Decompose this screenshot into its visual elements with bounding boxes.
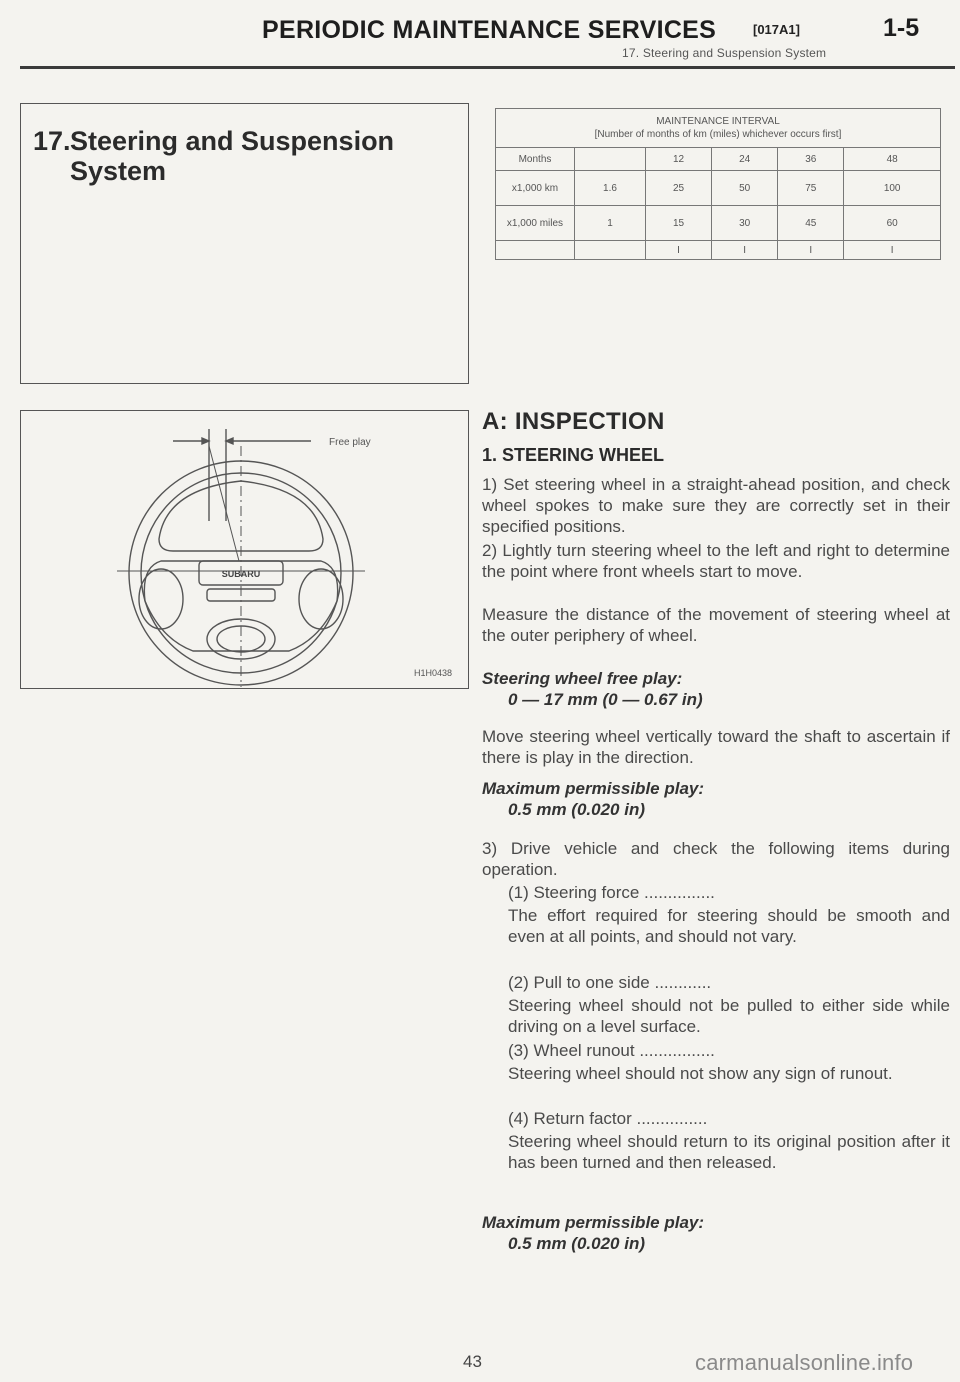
spec-max-play-1 xyxy=(482,778,950,820)
inspection-heading: A: INSPECTION xyxy=(482,408,665,435)
table-cell: I xyxy=(844,241,941,260)
spec-label: Maximum permissible play: xyxy=(482,779,705,798)
table-cell: 25 xyxy=(646,171,712,206)
table-cell: I xyxy=(646,241,712,260)
table-cell: 75 xyxy=(778,171,844,206)
page-header xyxy=(0,0,960,80)
item-2-title: (2) Pull to one side ............ xyxy=(508,973,712,992)
item-1-title: (1) Steering force ............... xyxy=(508,883,715,902)
page-number: 43 xyxy=(463,1352,482,1371)
table-cell: I xyxy=(778,241,844,260)
table-cell: 100 xyxy=(844,171,941,206)
item-2-text: Steering wheel should not be pulled to either side while driving on a level surface. xyxy=(508,996,950,1036)
table-cell: 1.6 xyxy=(575,171,646,206)
table-title xyxy=(496,109,941,148)
table-cell: 50 xyxy=(712,171,778,206)
header-page-ref: 1-5 xyxy=(883,14,920,42)
spec-value: 0.5 mm (0.020 in) xyxy=(508,1234,646,1253)
table-row xyxy=(496,148,941,171)
table-cell: 48 xyxy=(844,148,941,171)
table-cell: 24 xyxy=(712,148,778,171)
paragraph-4: Move steering wheel vertically toward the shaft to ascertain if there is play in the direction. xyxy=(482,727,950,767)
item-3-text: Steering wheel should not show any sign of runout. xyxy=(508,1064,893,1083)
paragraph-1: 1) Set steering wheel in a straight-ahead position, and check wheel spokes to make sure they are correctly set in their specified positions. xyxy=(482,475,950,536)
table-title-line2: [Number of months of km (miles) whichever occurs first] xyxy=(594,129,842,140)
table-cell: x1,000 miles xyxy=(496,206,575,241)
table-cell: 45 xyxy=(778,206,844,241)
paragraph-5: 3) Drive vehicle and check the following items during operation. xyxy=(482,839,950,879)
table-cell: 30 xyxy=(712,206,778,241)
table-cell xyxy=(496,241,575,260)
watermark: carmanualsonline.info xyxy=(695,1350,914,1375)
paragraph-2: 2) Lightly turn steering wheel to the left and right to determine the point where front wheels start to move. xyxy=(482,541,950,581)
figure-code: H1H0438 xyxy=(414,668,453,678)
item-4-text: Steering wheel should return to its original position after it has been turned and then released. xyxy=(508,1132,950,1172)
free-play-label: Free play xyxy=(329,437,371,448)
spec-max-play-2 xyxy=(482,1212,950,1254)
spec-free-play xyxy=(482,668,950,710)
item-3-title: (3) Wheel runout ................ xyxy=(508,1041,715,1060)
spec-value: 0 — 17 mm (0 — 0.67 in) xyxy=(508,690,703,709)
table-cell: Months xyxy=(496,148,575,171)
table-row xyxy=(496,241,941,260)
item-1-text: The effort required for steering should be smooth and even at all points, and should not vary. xyxy=(508,906,950,946)
header-rule xyxy=(20,66,955,69)
table-cell xyxy=(575,148,646,171)
spec-label: Maximum permissible play: xyxy=(482,1213,705,1232)
table-row xyxy=(496,206,941,241)
table-cell: 12 xyxy=(646,148,712,171)
section-title: Steering and Suspension System xyxy=(70,126,395,186)
item-4-title: (4) Return factor ............... xyxy=(508,1109,708,1128)
header-title: PERIODIC MAINTENANCE SERVICES xyxy=(262,16,717,44)
steering-wheel-subheading: 1. STEERING WHEEL xyxy=(482,445,665,465)
spec-label: Steering wheel free play: xyxy=(482,669,683,688)
table-cell: 15 xyxy=(646,206,712,241)
table-cell: I xyxy=(712,241,778,260)
table-cell xyxy=(575,241,646,260)
table-cell: 36 xyxy=(778,148,844,171)
wheel-brand-text: SUBARU xyxy=(221,569,261,579)
steering-wheel-figure xyxy=(20,410,469,689)
steering-wheel-illustration xyxy=(21,411,467,687)
table-row xyxy=(496,171,941,206)
section-title-box xyxy=(20,103,469,384)
paragraph-3: Measure the distance of the movement of steering wheel at the outer periphery of wheel. xyxy=(482,605,950,645)
maintenance-interval-table xyxy=(495,108,941,260)
spec-value: 0.5 mm (0.020 in) xyxy=(508,800,646,819)
table-cell: 60 xyxy=(844,206,941,241)
section-number: 17. xyxy=(33,126,71,156)
table-title-line1: MAINTENANCE INTERVAL xyxy=(656,116,780,127)
table-cell: 1 xyxy=(575,206,646,241)
header-code: [017A1] xyxy=(753,22,800,37)
table-cell: x1,000 km xyxy=(496,171,575,206)
header-subtitle: 17. Steering and Suspension System xyxy=(622,46,827,60)
